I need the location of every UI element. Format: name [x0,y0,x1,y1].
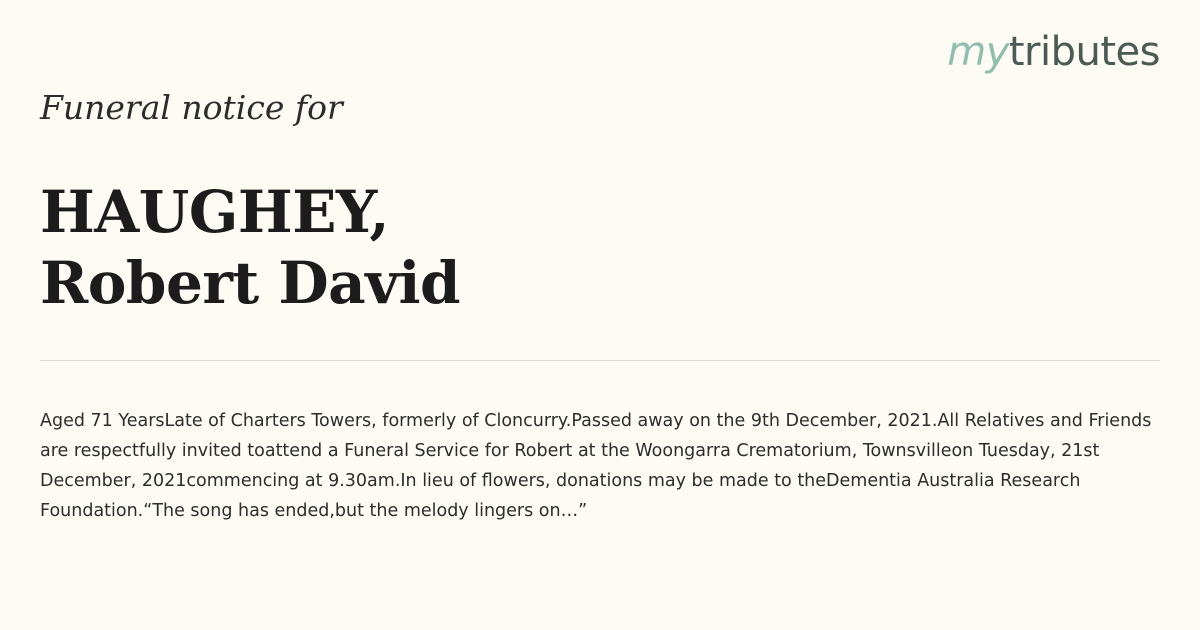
mytributes-logo [947,29,1160,75]
deceased-given-names: Robert David [40,248,461,317]
logo-prefix: my [947,29,1009,75]
notice-body: Aged 71 YearsLate of Charters Towers, formerly of Cloncurry.Passed away on the 9th December, 2021.All Relatives and Friends are respectfully invited toattend a Funeral Service for Robert at the Woongarra Crematorium, Townsvilleon Tuesday, 21st December, 2021commencing at 9.30am.In lieu of flowers, donations may be made to theDementia Australia Research Foundation.“The song has ended,but the melody lingers on…” [40,410,1152,521]
page-title [40,177,460,319]
deceased-surname: HAUGHEY, [40,177,390,246]
logo-suffix: tributes [1008,29,1160,75]
notice-eyebrow: Funeral notice for [40,88,343,127]
section-divider [40,360,1160,361]
